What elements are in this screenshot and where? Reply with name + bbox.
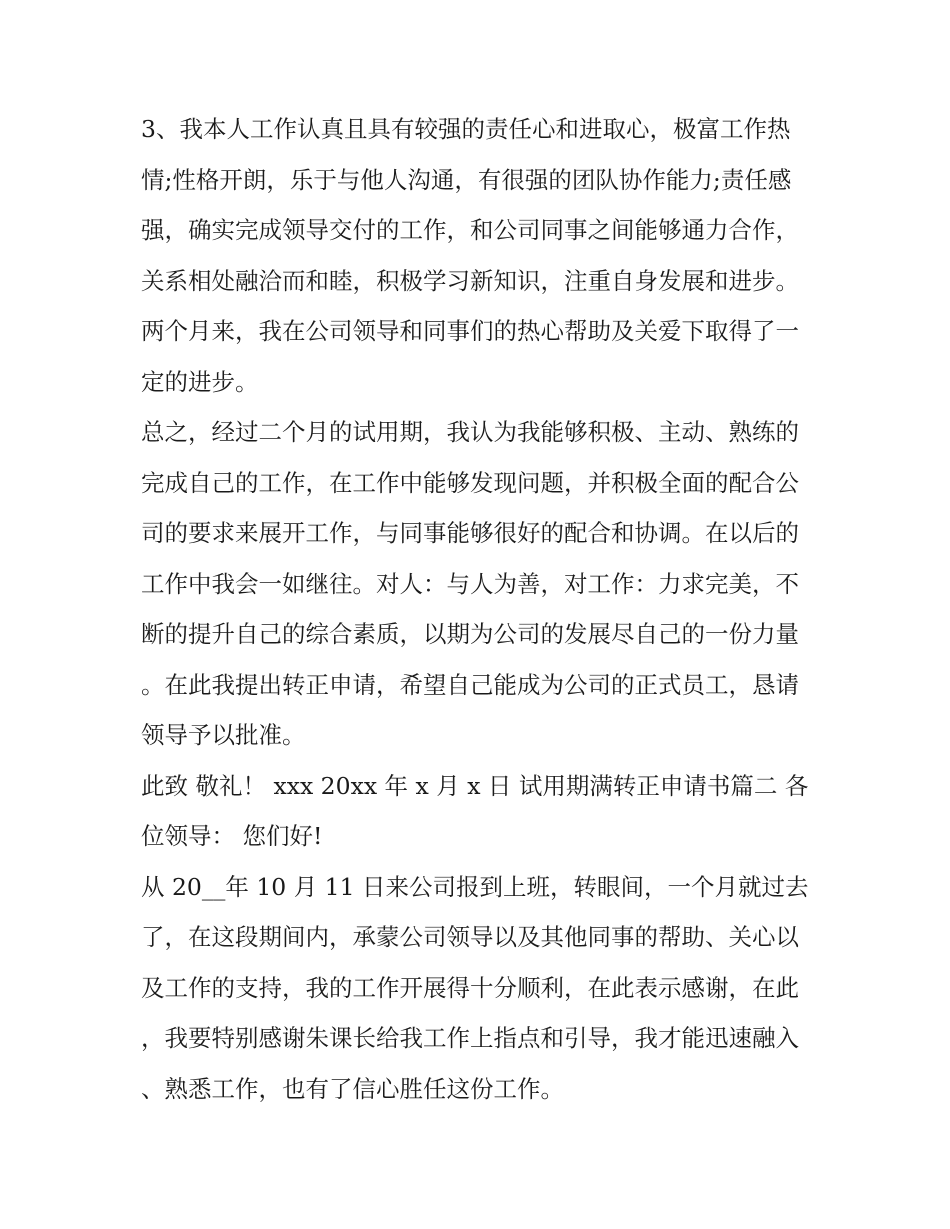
paragraph-self-evaluation: 3、我本人工作认真且具有较强的责任心和进取心，极富工作热情;性格开朗，乐于与他人沟通，有很强的团队协作能力;责任感强，确实完成领导交付的工作，和公司同事之间能够通力合作，关系相处融洽而和睦，积极学习新知识，注重自身发展和进步。两个月来，我在公司领导和同事们的热心帮助及关爱下取得了一定的进步。 bbox=[141, 115, 799, 396]
document-body bbox=[141, 104, 811, 1114]
paragraph-second-letter-intro: 从 20__年 10 月 11 日来公司报到上班，转眼间，一个月就过去了，在这段期间内，承蒙公司领导以及其他同事的帮助、关心以及工作的支持，我的工作开展得十分顺利，在此表示感谢，在此，我要特别感谢朱课长给我工作上指点和引导，我才能迅速融入、熟悉工作，也有了信心胜任这份工作。 bbox=[141, 872, 809, 1103]
paragraph-closing-and-salutation: 此致 敬礼！ xxx 20xx 年 x 月 x 日 试用期满转正申请书篇二 各位领导： 您们好! bbox=[141, 771, 809, 850]
paragraph-summary: 总之，经过二个月的试用期，我认为我能够积极、主动、熟练的完成自己的工作，在工作中能够发现问题，并积极全面的配合公司的要求来展开工作，与同事能够很好的配合和协调。在以后的工作中我会一如继往。对人：与人为善，对工作：力求完美，不断的提升自己的综合素质，以期为公司的发展尽自己的一份力量。在此我提出转正申请，希望自己能成为公司的正式员工，恳请领导予以批准。 bbox=[141, 418, 799, 749]
